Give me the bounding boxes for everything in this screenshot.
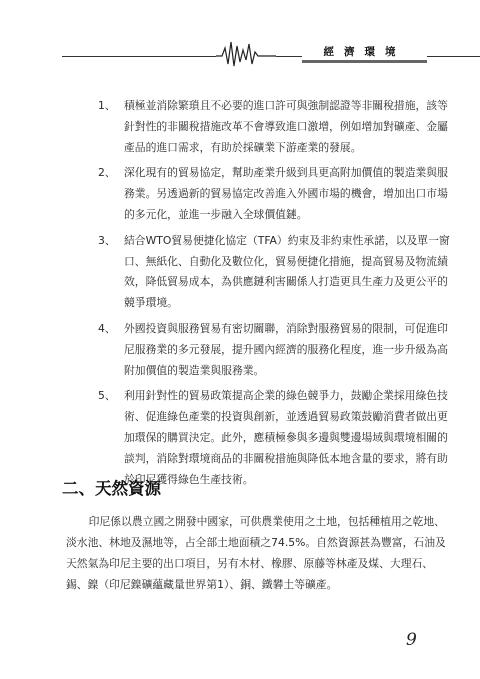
list-item-number: 5、	[98, 389, 116, 403]
list-item-number: 3、	[98, 233, 116, 247]
list-item	[98, 96, 450, 158]
heartbeat-pulse-icon	[216, 38, 276, 68]
list-item-text: 結合WTO貿易便捷化協定（TFA）約束及非約束性承諾，以及單一窗口、無紙化、自動化及數位化，貿易便捷化措施，提高貿易及物流績效，降低貿易成本，為供應鏈利害關係人打造更具生產力及更公平的競爭環境。	[124, 233, 450, 310]
list-item-text: 積極並消除繁瑣且不必要的進口許可與強制認證等非關稅措施，該等針對性的非關稅措施改革不會導致進口激增，例如增加對礦產、金屬產品的進口需求，有助於採礦業下游產業的發展。	[124, 99, 448, 154]
header-accent-bar	[302, 60, 427, 63]
list-item-text: 深化現有的貿易協定，幫助產業升級到具更高附加價值的製造業與服務業。另透過新的貿易協定改善進入外國市場的機會，增加出口市場的多元化，並進一步融入全球價值鏈。	[124, 166, 448, 221]
list-item-number: 1、	[98, 99, 116, 112]
page-header	[0, 0, 480, 70]
section-heading: 二、天然資源	[62, 479, 161, 498]
policy-list	[98, 96, 450, 495]
header-section-label: 經濟環境	[302, 43, 427, 61]
section-paragraph: 印尼係以農立國之開發中國家，可供農業使用之土地，包括種植用之乾地、淡水池、林地及濕地等，占全部土地面積之74.5%。自然資源甚為豐富，石油及天然氣為印尼主要的出口項目，另有木材、橡膠、原藤等林產及煤、大理石、錫、鎳（印尼鎳礦蘊藏量世界第1）、銅、鐵礬土等礦產。	[66, 515, 446, 591]
list-item	[98, 163, 450, 225]
list-item	[98, 319, 450, 381]
page-number: 9	[406, 630, 417, 650]
list-item-number: 4、	[98, 321, 116, 335]
list-item	[98, 231, 450, 314]
list-item-text: 外國投資與服務貿易有密切關聯，消除對服務貿易的限制，可促進印尼服務業的多元發展，提升國內經濟的服務化程度，進一步升級為高附加價值的製造業與服務業。	[124, 321, 448, 377]
list-item-number: 2、	[98, 166, 116, 180]
list-item-text: 利用針對性的貿易政策提高企業的綠色競爭力，鼓勵企業採用綠色技術、促進綠色產業的投資與創新，並透過貿易政策鼓勵消費者做出更加環保的購買決定。此外，應積極參與多邊與雙邊場域與環境相關的談判，消除對環境商品的非關稅措施與降低本地含量的要求，將有助於印尼獲得綠色生產技術。	[124, 389, 448, 486]
